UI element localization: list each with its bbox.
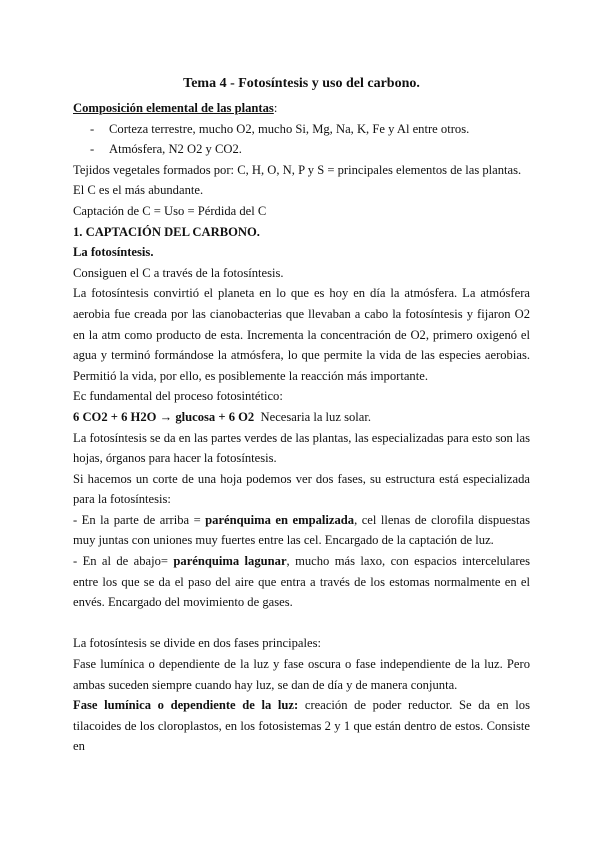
equation-note: Necesaria la luz solar. xyxy=(254,409,372,424)
paragraph-corte: Si hacemos un corte de una hoja podemos ver dos fases, su estructura está especializada para la fotosíntesis: xyxy=(73,471,530,507)
equation-formula: 6 CO2 + 6 H2O → glucosa + 6 O2 xyxy=(73,409,255,424)
section-heading: 1. CAPTACIÓN DEL CARBONO. xyxy=(73,224,260,239)
captacion-line: Captación de C = Uso = Pérdida del C xyxy=(73,203,267,218)
arriba-prefix: - En la parte de arriba = xyxy=(73,512,206,527)
abajo-prefix: - En al de abajo= xyxy=(73,554,174,569)
abajo-text: , mucho más laxo, con espacios intercelulares entre los que se da el paso del aire que entra a través de los estomas normalmente en el envés. Encargado del movimiento de gases. xyxy=(73,554,530,610)
tejidos-paragraph: Tejidos vegetales formados por: C, H, O, N, P y S = principales elementos de las plantas. El C es el más abundante. xyxy=(73,162,522,198)
fase-luminica-term: Fase lumínica o dependiente de la luz: xyxy=(73,698,299,713)
list-item: - Atmósfera, N2 O2 y CO2. xyxy=(73,139,530,160)
document-body xyxy=(73,74,530,757)
composition-colon: : xyxy=(273,101,278,115)
paragraph-partes-verdes: La fotosíntesis se da en las partes verdes de las plantas, las especializadas para esto son las hojas, órganos para hacer la fotosíntesis. xyxy=(73,430,530,466)
fase-luminica-text: creación de poder reductor. Se da en los tilacoides de los cloroplastos, en los fotosistemas 2 y 1 que están dentro de estos. Consiste en xyxy=(73,698,530,754)
blank-line xyxy=(73,613,530,634)
paragraph-arriba xyxy=(73,510,530,551)
paragraph-abajo xyxy=(73,551,530,613)
list-item: - Corteza terrestre, mucho O2, mucho Si, Mg, Na, K, Fe y Al entre otros. xyxy=(73,119,530,140)
paragraph-consiguen: Consiguen el C a través de la fotosíntesis. xyxy=(73,265,284,280)
document-title: Tema 4 - Fotosíntesis y uso del carbono. xyxy=(183,76,420,91)
composition-heading: Composición elemental de las plantas xyxy=(73,101,274,115)
arriba-text: , cel llenas de clorofila dispuestas muy juntas con uniones muy fuertes entre las cel. Encargado de la captación de luz. xyxy=(73,512,530,548)
abajo-term: parénquima lagunar xyxy=(173,554,287,569)
equation-line xyxy=(73,407,530,428)
paragraph-fases: Fase lumínica o dependiente de la luz y fase oscura o fase independiente de la luz. Pero ambas suceden siempre cuando hay luz, se dan de día y de manera conjunta. xyxy=(73,657,530,692)
composition-heading-line xyxy=(73,98,530,119)
paragraph-divide: La fotosíntesis se divide en dos fases principales: xyxy=(73,636,321,651)
paragraph-convirtio: La fotosíntesis convirtió el planeta en lo que es hoy en día la atmósfera. La atmósfera aerobia fue creada por las cianobacterias que llevaban a cabo la fotosíntesis y fijaron O2 en la atm como producto de esta. Incrementa la concentración de O2, primero oxigenó el agua y terminó formándose la atmósfera, lo que permite la vida de las especies aerobias. Permitió la vida, por ello, es posiblemente la reacción más importante. xyxy=(73,286,530,383)
subsection-heading: La fotosíntesis. xyxy=(73,245,154,260)
composition-list xyxy=(73,119,530,160)
paragraph-fase-luminica xyxy=(73,695,530,757)
paragraph-ec: Ec fundamental del proceso fotosintético: xyxy=(73,389,283,404)
arriba-term: parénquima en empalizada xyxy=(205,512,355,527)
